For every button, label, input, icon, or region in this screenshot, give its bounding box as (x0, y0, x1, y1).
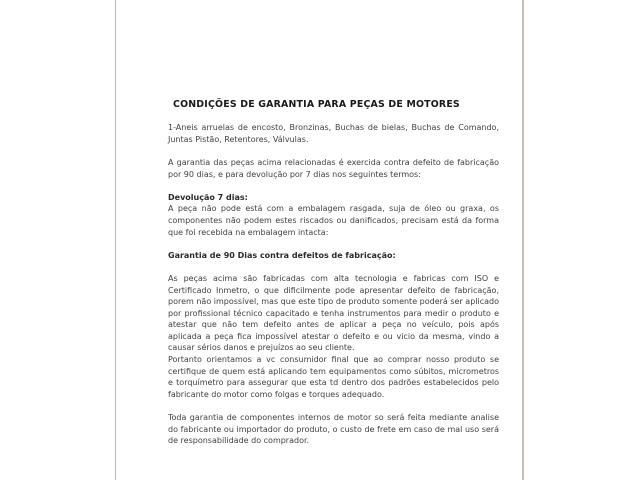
document-title: CONDIÇÕES DE GARANTIA PARA PEÇAS DE MOTORES (173, 99, 460, 110)
devolucao-body: A peça não pode está com a embalagem rasgada, suja de óleo ou graxa, os componentes não podem estes riscados ou danificados, precisam está da forma que foi recebida na embalagem intacta: (168, 204, 499, 237)
page-right-border (522, 0, 524, 480)
garantia-90-body-part-2: Portanto orientamos a vc consumidor final que ao comprar nosso produto se certifique de quem está aplicando tem equipamentos como súbitos, micrometros e torquímetro para assegurar que esta td dentro dos padrões estabelecidos pelo fabricante do motor como folgas e torques adequado. (168, 355, 499, 399)
garantia-90-body-part-1: As peças acima são fabricadas com alta tecnologia e fabricas com ISO e Certificado Inmetro, o que dificilmente pode apresentar defeito de fabricação, porem não impossível, mas que este tipo de produto somente poderá ser aplicado por profissional técnico capacitado e tenha instrumentos para medir o produto e atestar que não tem defeito antes de aplicar a peça no veículo, pois após aplicada a peça fica impossível atestar o defeito e ou vicio da mesma, vindo a causar sérios danos e prejuízos ao seu cliente. (168, 273, 499, 353)
devolucao-section (168, 192, 499, 238)
document-content (168, 99, 499, 458)
page-left-border (115, 0, 116, 480)
garantia-90-heading: Garantia de 90 Dias contra defeitos de fabricação: (168, 250, 396, 260)
parts-list-paragraph: 1-Aneis arruelas de encosto, Bronzinas, Buchas de bielas, Buchas de Comando, Juntas Pistão, Retentores, Válvulas. (168, 123, 499, 144)
devolucao-heading: Devolução 7 dias: (168, 192, 248, 202)
closing-paragraph: Toda garantia de componentes internos de motor so será feita mediante analise do fabricante ou importador do produto, o custo de frete em caso de mal uso será de responsabilidade do comprador. (168, 413, 499, 446)
garantia-90-body (168, 273, 499, 401)
warranty-intro-paragraph: A garantia das peças acima relacionadas é exercida contra defeito de fabricação por 90 dias, e para devolução por 7 dias nos seguintes termos: (168, 157, 499, 179)
